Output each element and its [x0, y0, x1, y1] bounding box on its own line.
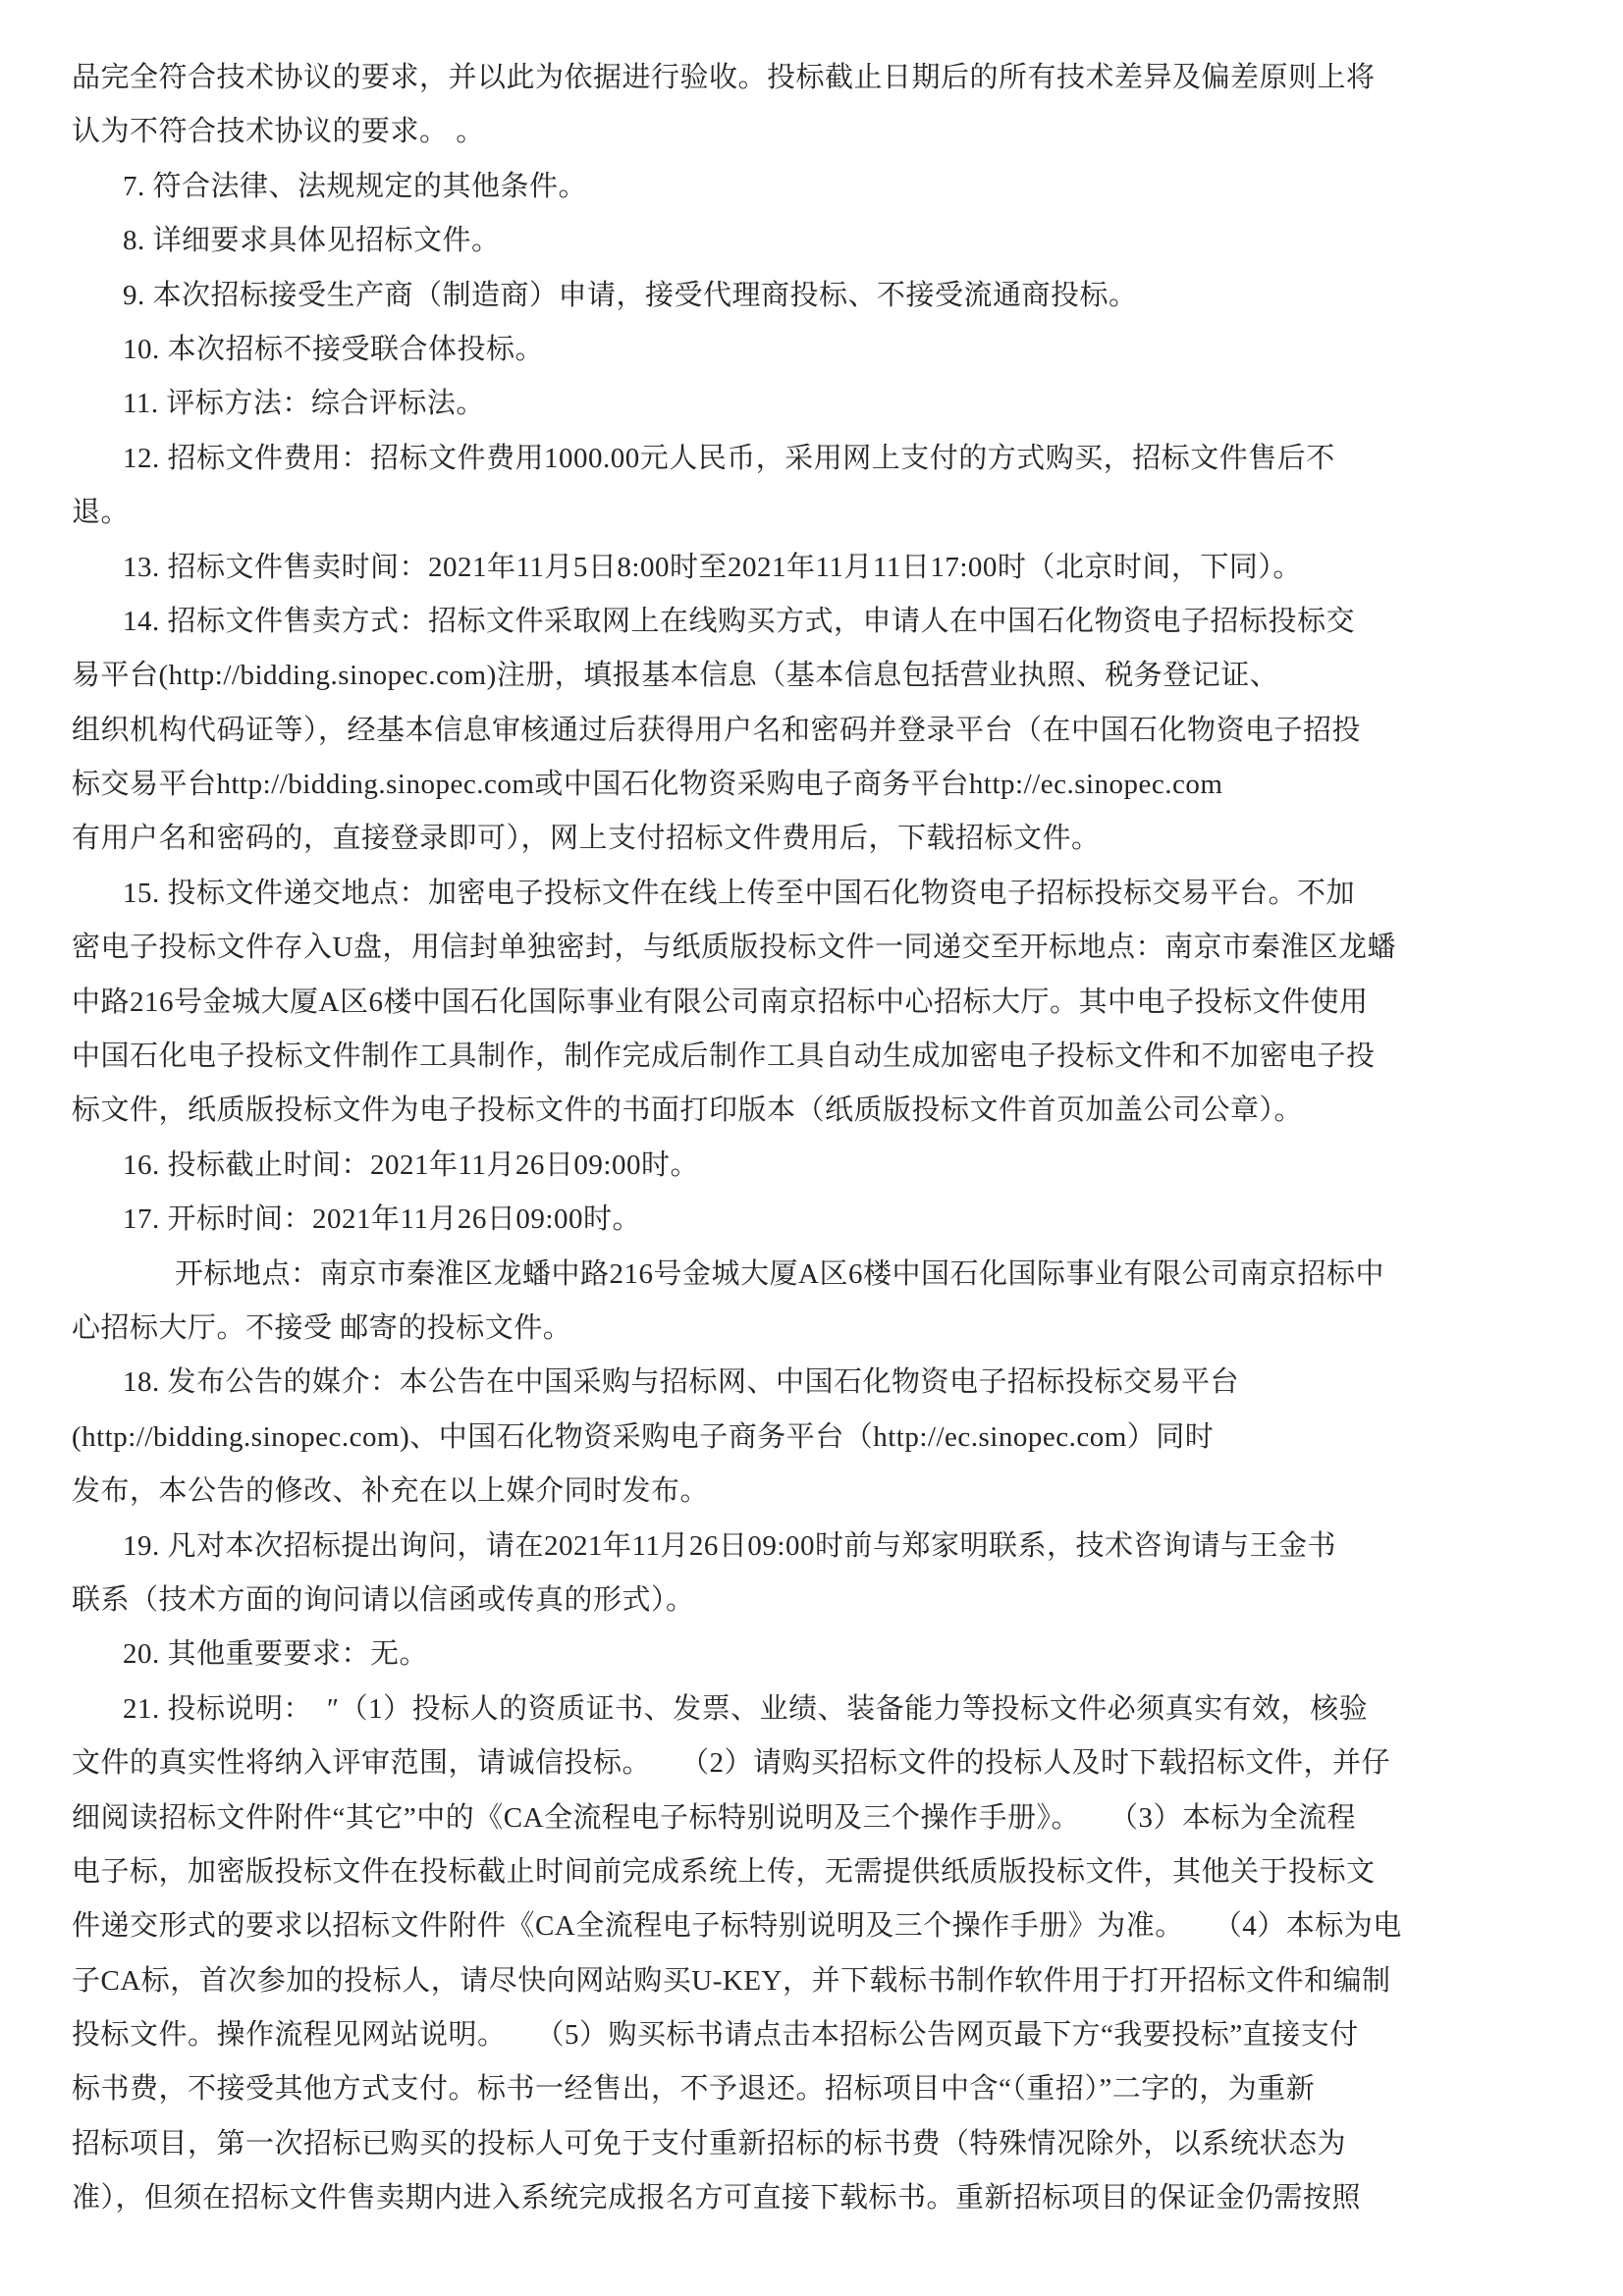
text-line: 投标文件。操作流程见网站说明。 （5）购买标书请点击本招标公告网页最下方“我要投标”直接支付 — [72, 2019, 1359, 2052]
text-line: 子CA标，首次参加的投标人，请尽快向网站购买U-KEY，并下载标书制作软件用于打开招标文件和编制 — [72, 1964, 1391, 1997]
text-line: 7. 符合法律、法规规定的其他条件。 — [123, 170, 588, 202]
text-line: 细阅读招标文件附件“其它”中的《CA全流程电子标特别说明及三个操作手册》。 （3）本标为全流程 — [72, 1801, 1357, 1834]
text-line: 品完全符合技术协议的要求，并以此为依据进行验收。投标截止日期后的所有技术差异及偏差原则上将 — [72, 62, 1376, 93]
text-line: 标文件，纸质版投标文件为电子投标文件的书面打印版本（纸质版投标文件首页加盖公司公章）。 — [72, 1095, 1304, 1127]
text-line: 组织机构代码证等），经基本信息审核通过后获得用户名和密码并登录平台（在中国石化物资电子招投 — [72, 714, 1362, 746]
text-line: 17. 开标时间：2021年11月26日09:00时。 — [123, 1203, 641, 1236]
text-line: 件递交形式的要求以招标文件附件《CA全流程电子标特别说明及三个操作手册》为准。 （4）本标为电 — [72, 1910, 1402, 1943]
text-line: 心招标大厅。不接受 邮寄的投标文件。 — [72, 1311, 572, 1344]
text-line: 15. 投标文件递交地点：加密电子投标文件在线上传至中国石化物资电子招标投标交易平台。不加 — [123, 877, 1356, 909]
text-line: 21. 投标说明： ″（1）投标人的资质证书、发票、业绩、装备能力等投标文件必须真实有效，核验 — [123, 1692, 1369, 1725]
text-line: 8. 详细要求具体见招标文件。 — [123, 225, 501, 257]
text-line: 联系（技术方面的询问请以信函或传真的形式）。 — [72, 1583, 695, 1616]
text-line: 18. 发布公告的媒介：本公告在中国采购与招标网、中国石化物资电子招标投标交易平台 — [123, 1366, 1240, 1399]
text-line: 电子标，加密版投标文件在投标截止时间前完成系统上传，无需提供纸质版投标文件，其他关于投标文 — [72, 1855, 1376, 1888]
text-line: 标交易平台http://bidding.sinopec.com或中国石化物资采购电子商务平台http://ec.sinopec.com — [72, 769, 1223, 801]
text-line: 10. 本次招标不接受联合体投标。 — [123, 333, 545, 365]
text-line: 12. 招标文件费用：招标文件费用1000.00元人民币，采用网上支付的方式购买，招标文件售后不 — [123, 442, 1335, 474]
text-line: 发布，本公告的修改、补充在以上媒介同时发布。 — [72, 1475, 710, 1508]
text-line: 密电子投标文件存入U盘，用信封单独密封，与纸质版投标文件一同递交至开标地点：南京市秦淮区龙蟠 — [72, 932, 1396, 964]
text-line: 退。 — [72, 497, 131, 529]
text-line: 中路216号金城大厦A区6楼中国石化国际事业有限公司南京招标中心招标大厅。其中电子投标文件使用 — [72, 986, 1369, 1018]
text-line: 准），但须在招标文件售卖期内进入系统完成报名方可直接下载标书。重新招标项目的保证金仍需按照 — [72, 2182, 1362, 2215]
text-line: 16. 投标截止时间：2021年11月26日09:00时。 — [123, 1148, 699, 1181]
text-line: 易平台(http://bidding.sinopec.com)注册，填报基本信息（基本信息包括营业执照、税务登记证、 — [72, 660, 1279, 692]
text-line: 认为不符合技术协议的要求。 。 — [72, 116, 485, 148]
text-line: 9. 本次招标接受生产商（制造商）申请，接受代理商投标、不接受流通商投标。 — [123, 279, 1138, 311]
text-line: 标书费，不接受其他方式支付。标书一经售出，不予退还。招标项目中含“（重招）”二字的，为重新 — [72, 2073, 1316, 2106]
text-line: 14. 招标文件售卖方式：招标文件采取网上在线购买方式，申请人在中国石化物资电子招标投标交 — [123, 605, 1356, 637]
text-line: (http://bidding.sinopec.com)、中国石化物资采购电子商务平台（http://ec.sinopec.com）同时 — [72, 1420, 1215, 1453]
text-line: 文件的真实性将纳入评审范围，请诚信投标。 （2）请购买招标文件的投标人及时下载招标文件，并仔 — [72, 1747, 1391, 1780]
text-line: 开标地点：南京市秦淮区龙蟠中路216号金城大厦A区6楼中国石化国际事业有限公司南京招标中 — [175, 1257, 1384, 1290]
text-line: 13. 招标文件售卖时间：2021年11月5日8:00时至2021年11月11日17:00时（北京时间，下同）。 — [123, 551, 1302, 583]
text-line: 20. 其他重要要求：无。 — [123, 1638, 429, 1671]
text-line: 11. 评标方法：综合评标法。 — [123, 388, 485, 420]
text-line: 招标项目，第一次招标已购买的投标人可免于支付重新招标的标书费（特殊情况除外，以系统状态为 — [72, 2127, 1347, 2160]
text-line: 中国石化电子投标文件制作工具制作，制作完成后制作工具自动生成加密电子投标文件和不加密电子投 — [72, 1041, 1376, 1073]
text-line: 有用户名和密码的，直接登录即可），网上支付招标文件费用后，下载招标文件。 — [72, 823, 1101, 855]
document-body — [72, 51, 1574, 2226]
text-line: 19. 凡对本次招标提出询问，请在2021年11月26日09:00时前与郑家明联系，技术咨询请与王金书 — [123, 1529, 1336, 1562]
